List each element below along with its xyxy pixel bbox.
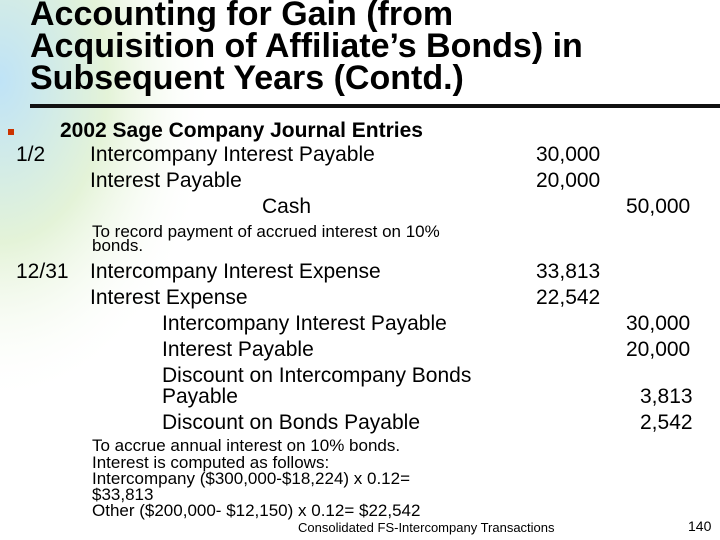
entry2-account-6: Payable bbox=[162, 385, 238, 408]
entry2-account-5: Discount on Intercompany Bonds bbox=[162, 364, 472, 387]
entry2-debit-2: 22,542 bbox=[536, 286, 601, 309]
entry2-credit-6: 3,813 bbox=[640, 385, 693, 408]
entry2-account-1: Intercompany Interest Expense bbox=[90, 260, 381, 283]
entry1-account-3: Cash bbox=[262, 195, 312, 218]
entry2-note-4: $33,813 bbox=[92, 485, 154, 504]
entry1-account-1: Intercompany Interest Payable bbox=[90, 143, 375, 166]
entry2-account-7: Discount on Bonds Payable bbox=[162, 411, 420, 434]
journal-heading: 2002 Sage Company Journal Entries bbox=[60, 119, 423, 142]
entry1-date: 1/2 bbox=[16, 143, 46, 166]
entry1-credit-3: 50,000 bbox=[626, 195, 691, 218]
entry2-note-1: To accrue annual interest on 10% bonds. bbox=[92, 436, 401, 455]
entry2-note-2: Interest is computed as follows: bbox=[92, 453, 330, 472]
entry1-account-2: Interest Payable bbox=[90, 169, 242, 192]
entry2-credit-3: 30,000 bbox=[626, 312, 691, 335]
title-line-3: Subsequent Years (Contd.) bbox=[30, 59, 464, 97]
footer-text: Consolidated FS-Intercompany Transactions bbox=[298, 520, 555, 535]
title-line-2: Acquisition of Affiliate’s Bonds) in bbox=[30, 27, 583, 65]
entry2-note-3: Intercompany ($300,000-$18,224) x 0.12= bbox=[92, 469, 411, 488]
entry2-note-5: Other ($200,000- $12,150) x 0.12= $22,542 bbox=[92, 501, 421, 520]
title-underline bbox=[30, 104, 720, 108]
entry2-credit-7: 2,542 bbox=[640, 411, 693, 434]
title-line-1: Accounting for Gain (from bbox=[30, 0, 454, 33]
entry1-debit-1: 30,000 bbox=[536, 143, 601, 166]
entry2-date: 12/31 bbox=[16, 260, 69, 283]
entry2-debit-1: 33,813 bbox=[536, 260, 601, 283]
entry2-credit-4: 20,000 bbox=[626, 338, 691, 361]
bullet-square-icon bbox=[8, 129, 14, 135]
entry1-debit-2: 20,000 bbox=[536, 169, 601, 192]
entry1-note-2: bonds. bbox=[92, 236, 144, 255]
entry2-account-2: Interest Expense bbox=[90, 286, 248, 309]
entry2-account-4: Interest Payable bbox=[162, 338, 314, 361]
entry1-note-1: To record payment of accrued interest on 10% bbox=[92, 222, 440, 241]
entry2-account-3: Intercompany Interest Payable bbox=[162, 312, 447, 335]
slide-title bbox=[30, 0, 720, 97]
page-number: 140 bbox=[688, 518, 712, 534]
